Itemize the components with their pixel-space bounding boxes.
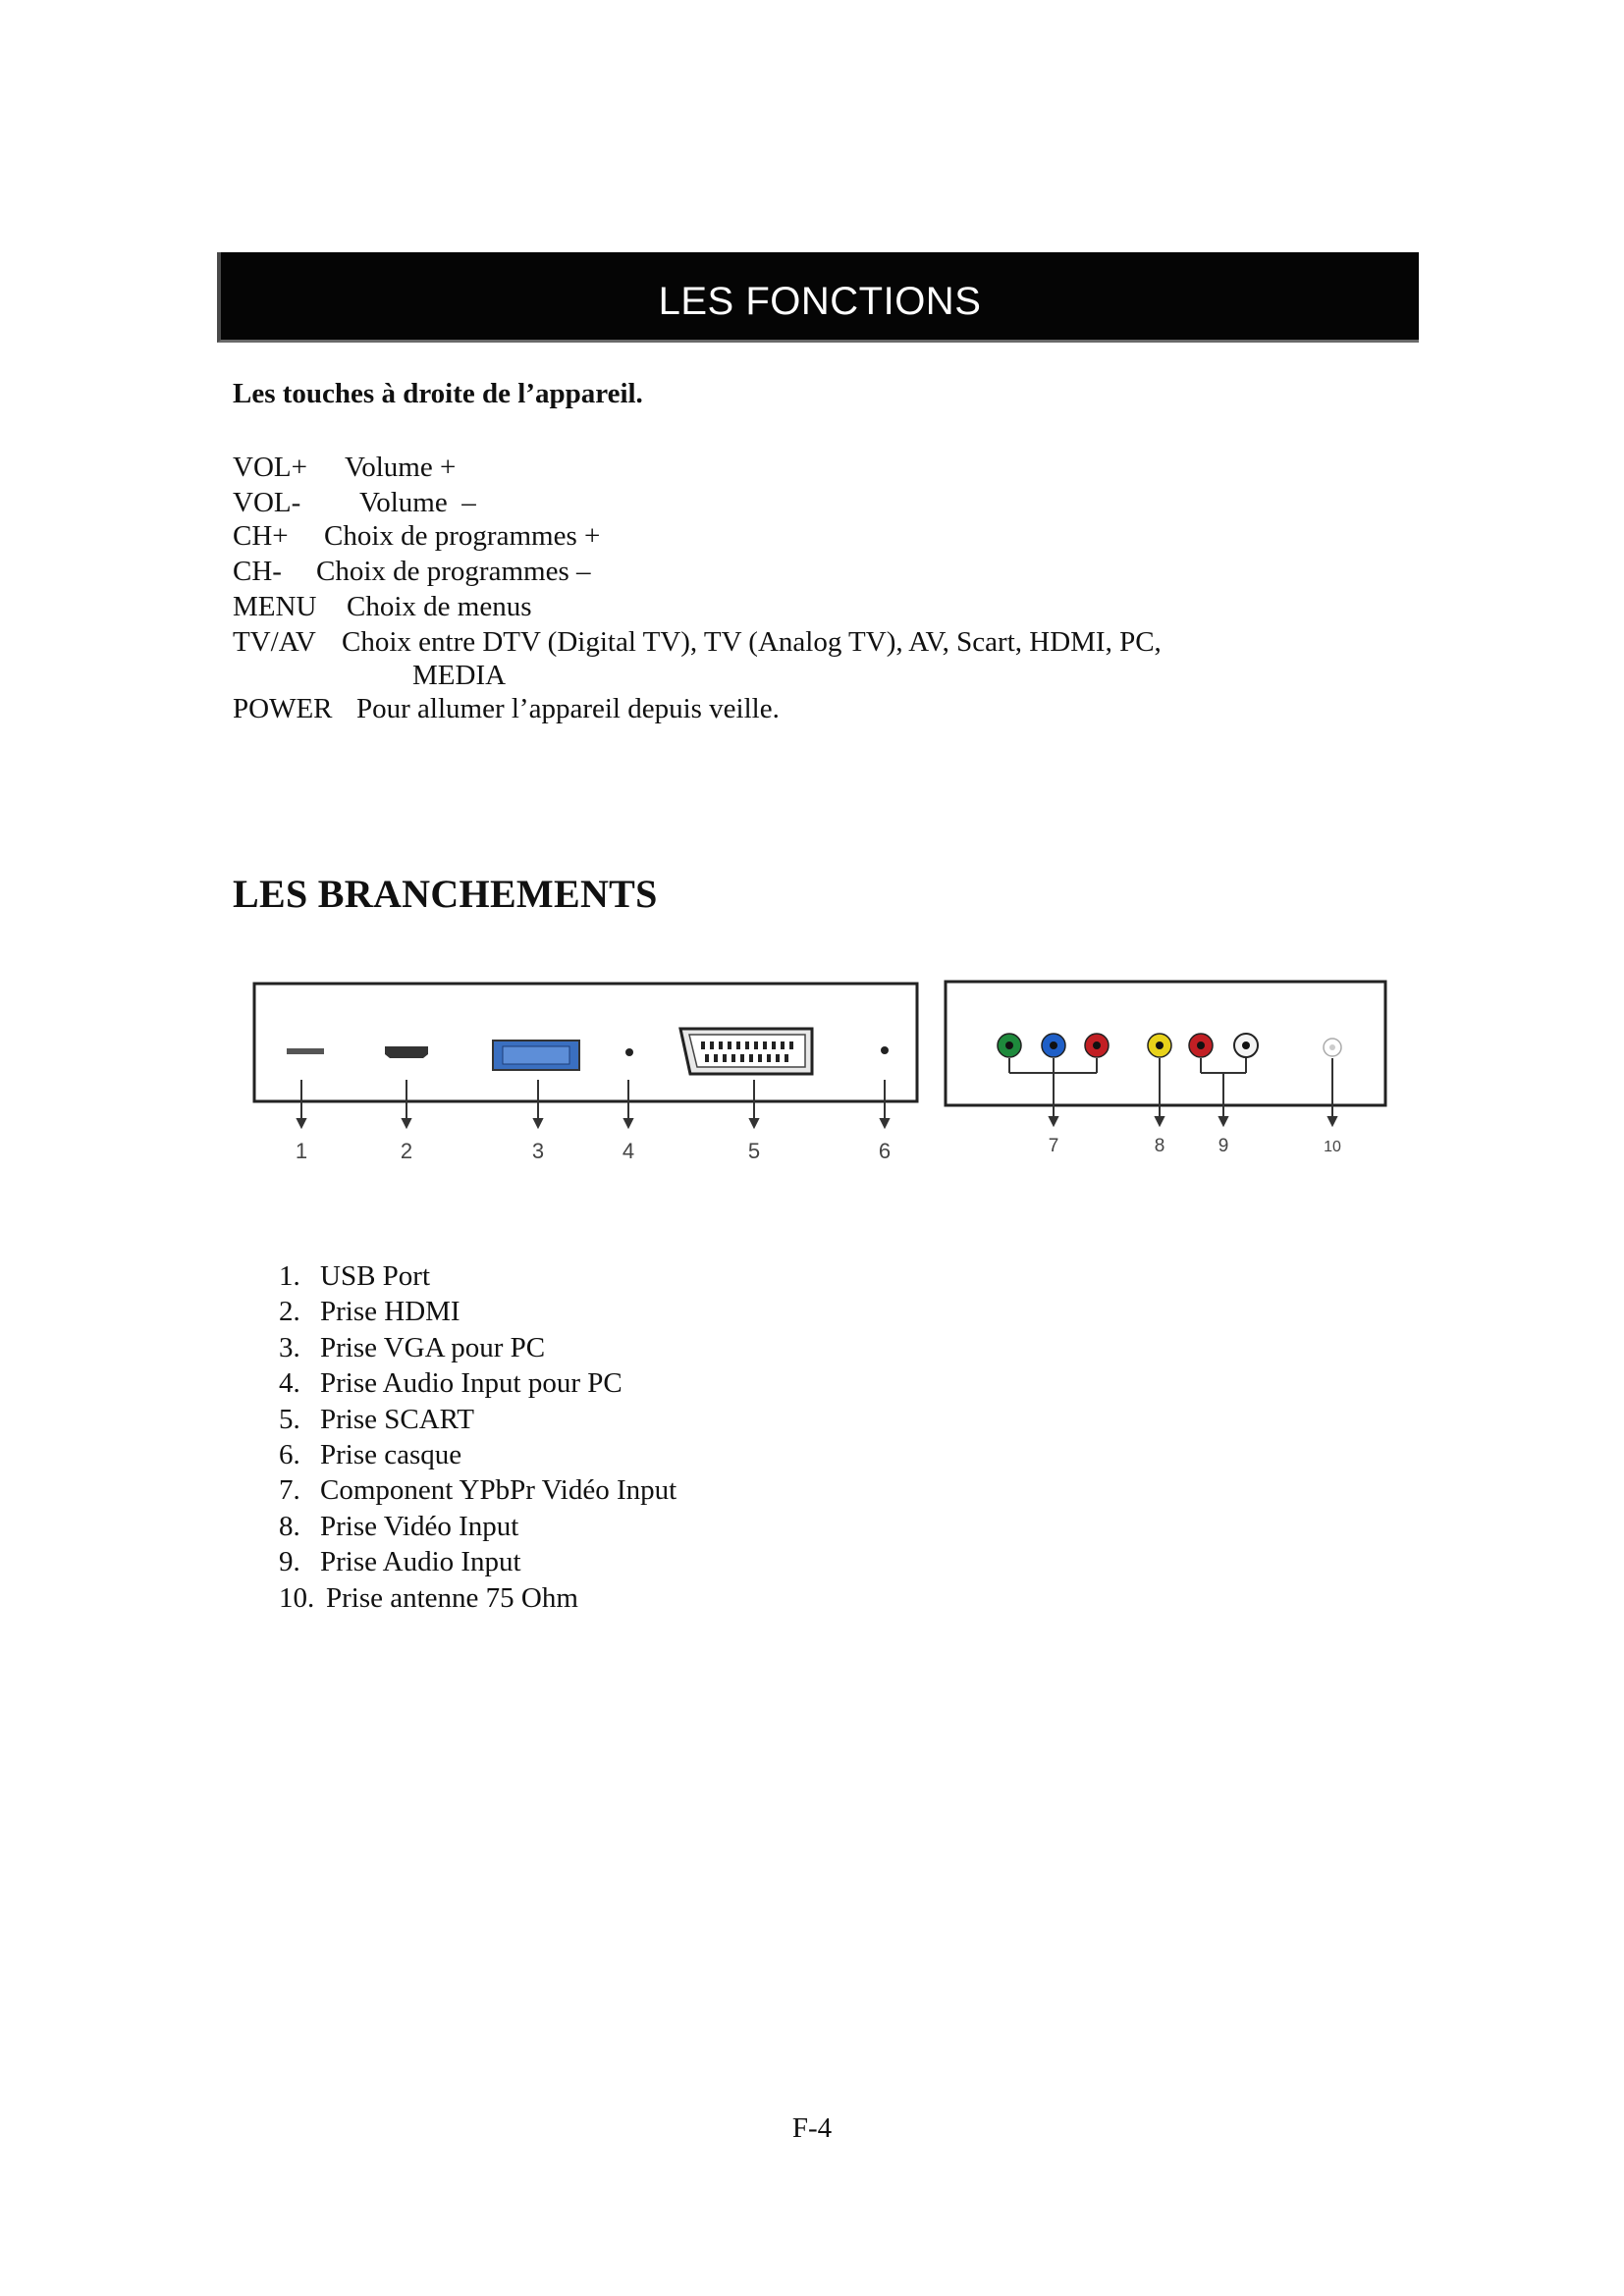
key-desc: Choix de programmes + — [324, 520, 601, 552]
key-code: VOL- — [233, 487, 301, 518]
list-item — [279, 1472, 677, 1508]
item-number: 8. — [279, 1510, 300, 1542]
key-code: CH+ — [233, 520, 289, 552]
list-item — [279, 1258, 677, 1294]
scart-port-icon — [680, 1029, 812, 1074]
video-input-jack — [1148, 1034, 1171, 1057]
item-number: 9. — [279, 1546, 300, 1578]
callout-7: 7 — [1048, 1136, 1059, 1156]
callout-10: 10 — [1324, 1139, 1341, 1155]
key-row-power — [233, 691, 1162, 726]
key-row-tv-av-continued: MEDIA — [412, 660, 507, 691]
component-ypbpr-jacks — [998, 1034, 1109, 1057]
page-number: F-4 — [791, 2112, 833, 2144]
key-list — [233, 450, 1162, 726]
list-item — [279, 1330, 677, 1365]
list-item — [279, 1580, 677, 1616]
item-number: 3. — [279, 1331, 300, 1363]
list-item — [279, 1509, 677, 1544]
key-desc: Volume + — [345, 452, 457, 483]
item-number: 1. — [279, 1260, 300, 1292]
item-number: 2. — [279, 1296, 300, 1328]
key-code: VOL+ — [233, 452, 307, 483]
key-code: MENU — [233, 591, 317, 622]
callout-5: 5 — [747, 1139, 761, 1163]
list-item — [279, 1402, 677, 1437]
key-row-ch-plus — [233, 518, 1162, 554]
item-label: Prise casque — [320, 1439, 462, 1471]
headphone-jack-icon — [881, 1046, 889, 1054]
key-code: TV/AV — [233, 626, 316, 658]
item-label: Prise Audio Input pour PC — [320, 1367, 623, 1400]
connections-title: LES BRANCHEMENTS — [233, 872, 658, 916]
callout-9: 9 — [1218, 1136, 1229, 1156]
key-row-ch-minus — [233, 554, 1162, 589]
pc-audio-jack-icon — [625, 1048, 633, 1056]
key-code: CH- — [233, 556, 282, 587]
item-label: Prise SCART — [320, 1403, 474, 1435]
connector-panel-diagram — [236, 972, 1394, 1178]
hdmi-port-icon — [385, 1046, 428, 1058]
item-number: 10. — [279, 1581, 315, 1614]
connections-list — [279, 1258, 677, 1616]
usb-port-icon — [287, 1048, 324, 1054]
callout-1: 1 — [295, 1139, 308, 1163]
section-banner — [217, 252, 1419, 343]
item-number: 4. — [279, 1367, 300, 1400]
list-item — [279, 1544, 677, 1579]
callout-6: 6 — [878, 1139, 892, 1163]
key-desc: Choix de programmes – — [316, 556, 591, 587]
key-row-vol-minus — [233, 485, 1162, 518]
item-number: 5. — [279, 1403, 300, 1435]
list-item — [279, 1437, 677, 1472]
side-panel-outline — [254, 984, 917, 1101]
callout-2: 2 — [400, 1139, 413, 1163]
callout-4: 4 — [622, 1139, 635, 1163]
item-number: 6. — [279, 1439, 300, 1471]
item-label: Prise HDMI — [320, 1296, 460, 1328]
item-label: Prise VGA pour PC — [320, 1331, 546, 1363]
item-label: Prise Audio Input — [320, 1546, 521, 1578]
buttons-heading: Les touches à droite de l’appareil. — [233, 378, 643, 409]
key-desc: Volume – — [359, 487, 476, 518]
item-label: Component YPbPr Vidéo Input — [320, 1474, 677, 1507]
item-label: Prise Vidéo Input — [320, 1510, 519, 1542]
key-desc: Pour allumer l’appareil depuis veille. — [356, 693, 780, 724]
key-desc: Choix entre DTV (Digital TV), TV (Analog TV), AV, Scart, HDMI, PC, — [342, 626, 1162, 658]
key-code: POWER — [233, 693, 333, 724]
key-row-vol-plus — [233, 450, 1162, 485]
item-label: USB Port — [320, 1260, 431, 1292]
list-item — [279, 1365, 677, 1401]
key-row-tv-av — [233, 624, 1162, 658]
item-number: 7. — [279, 1474, 300, 1507]
banner-title: LES FONCTIONS — [658, 280, 982, 323]
callout-8: 8 — [1154, 1136, 1165, 1156]
callout-3: 3 — [531, 1139, 545, 1163]
antenna-input-jack — [1324, 1039, 1341, 1056]
key-desc: Choix de menus — [347, 591, 532, 622]
list-item — [279, 1294, 677, 1329]
key-row-menu — [233, 589, 1162, 624]
item-label: Prise antenne 75 Ohm — [326, 1581, 578, 1614]
